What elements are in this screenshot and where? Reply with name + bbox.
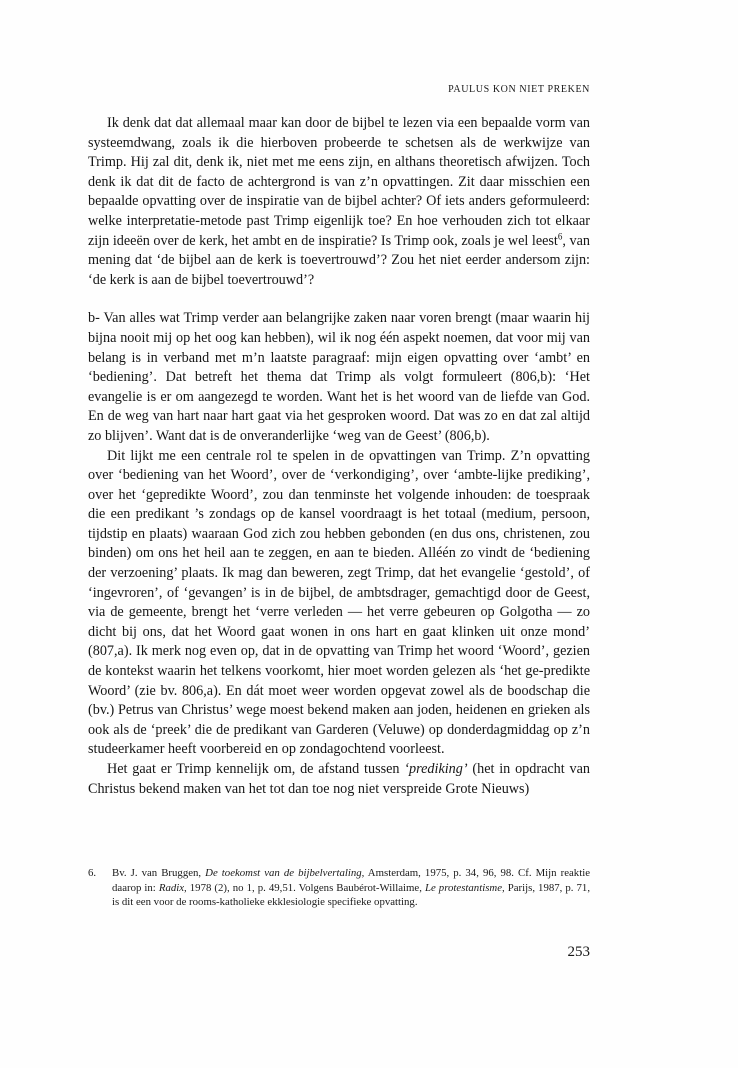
footnote-text-1: Bv. J. van Bruggen, xyxy=(112,867,206,879)
footnote-reference: 6 xyxy=(557,230,563,241)
page-number: 253 xyxy=(567,944,590,960)
footnote-title-2: Radix, xyxy=(158,881,187,894)
running-head: PAULUS KON NIET PREKEN xyxy=(448,84,590,95)
body-text xyxy=(88,114,590,799)
footnote xyxy=(88,866,590,910)
footnote-title-3: Le protestantisme, xyxy=(424,881,505,894)
paragraph-1 xyxy=(88,114,590,290)
paragraph-4-emphasis: ‘prediking’ xyxy=(404,761,468,777)
paragraph-4-text-a: Het gaat er Trimp kennelijk om, de afstand tussen xyxy=(107,761,405,777)
paragraph-4-text-b: (het in opdracht van Christus bekend maken van het tot dan toe nog niet verspreide Grote Nieuws) xyxy=(88,761,590,797)
footnote-text-4: Parijs, 1987, p. 71, is dit een voor de rooms-katholieke ekklesiologie specifieke opvatting. xyxy=(112,881,591,909)
paragraph-1-text-b: , van mening dat ‘de bijbel aan de kerk is toevertrouwd’? Zou het niet eerder andersom zijn: ‘de kerk is aan de bijbel toevertrouwd’? xyxy=(88,232,590,288)
footnote-title-1: De toekomst van de bijbelvertaling, xyxy=(205,867,365,879)
footnote-text-2: Amsterdam, 1975, p. 34, 96, 98. Cf. Mijn reaktie daarop in: xyxy=(112,867,590,894)
paragraph-spacer xyxy=(88,290,590,309)
paragraph-4 xyxy=(88,760,590,799)
footnote-number: 6. xyxy=(88,867,97,879)
paragraph-1-text-a: Ik denk dat dat allemaal maar kan door de bijbel te lezen via een bepaalde vorm van systeemdwang, zoals ik die hierboven probeerde te schetsen als de werkwijze van Trimp. Hij zal dit, denk ik, niet met me eens zijn, en althans theoretisch afwijzen. Toch denk ik dat dit de facto de achtergrond is van z’n opvattingen. Zit daar misschien een bepaalde opvatting over de inspiratie van de bijbel achter? Of iets anders geformuleerd: welke interpretatie-metode past Trimp eigenlijk toe? En hoe verhouden zich tot elkaar zijn ideeën over de kerk, het ambt en de inspiratie? Is Trimp ook, zoals je wel leest xyxy=(88,115,590,249)
footnote-text-3: 1978 (2), no 1, p. 49,51. Volgens Baubérot-Willaime, xyxy=(186,881,425,894)
paragraph-2: b- Van alles wat Trimp verder aan belangrijke zaken naar voren brengt (maar waarin hij bijna nooit mij op het oog kan hebben), wil ik nog één aspekt noemen, dat voor mij van belang is in verband met m’n laatste paragraaf: mijn eigen opvatting over ‘ambt’ en ‘bediening’. Dat betreft het thema dat Trimp als volgt formuleert (806,b): ‘Het evangelie is er om aangezegd te worden. Want het is het woord van de liefde van God. En de weg van hart naar hart gaat via het gesproken woord. Dat was zo en dat zal altijd zo blijven’. Want dat is de onveranderlijke ‘weg van de Geest’ (806,b). xyxy=(88,310,590,444)
footnote-text xyxy=(112,866,590,910)
paragraph-3: Dit lijkt me een centrale rol te spelen in de opvattingen van Trimp. Z’n opvatting over ‘bediening van het Woord’, over de ‘verkondiging’, over ‘ambte-lijke prediking’, over het ‘gepredikte Woord’, zou dan tenminste het volgende inhouden: de toespraak die een predikant ’s zondags op de kansel voordraagt is het totaal (medium, persoon, tijdstip en plaats) waaraan God zich zou hebben gebonden (en dus ons, christenen, zou binden) om ons het heil aan te zeggen, en aan te bieden. Alléén zo vindt de ‘bediening der verzoening’ plaats. Ik mag dan beweren, zegt Trimp, dat het evangelie ‘gestold’, of ‘ingevroren’, of ‘gevangen’ is in de bijbel, de ambtsdrager, gemachtigd door de Geest, via de gemeente, brengt het ‘verre verleden — het verre gebeuren op Golgotha — zo dicht bij ons, dat het Woord gaat wonen in ons hart en gaat klinken uit onze mond’ (807,a). Ik merk nog even op, dat in de opvatting van Trimp het woord ‘Woord’, gezien de kontekst waarin het telkens voorkomt, hier moet worden gelezen als ‘het ge-predikte Woord’ (zie bv. 806,a). En dát moet weer worden opgevat zowel als de boodschap die (bv.) Petrus van Christus’ wege moest bekend maken aan joden, heidenen en grieken als ook als de ‘preek’ die de predikant van Garderen (Veluwe) op donderdagmiddag op z’n studeerkamer heeft voorbereid en op zondagochtend voorleest. xyxy=(88,447,590,758)
